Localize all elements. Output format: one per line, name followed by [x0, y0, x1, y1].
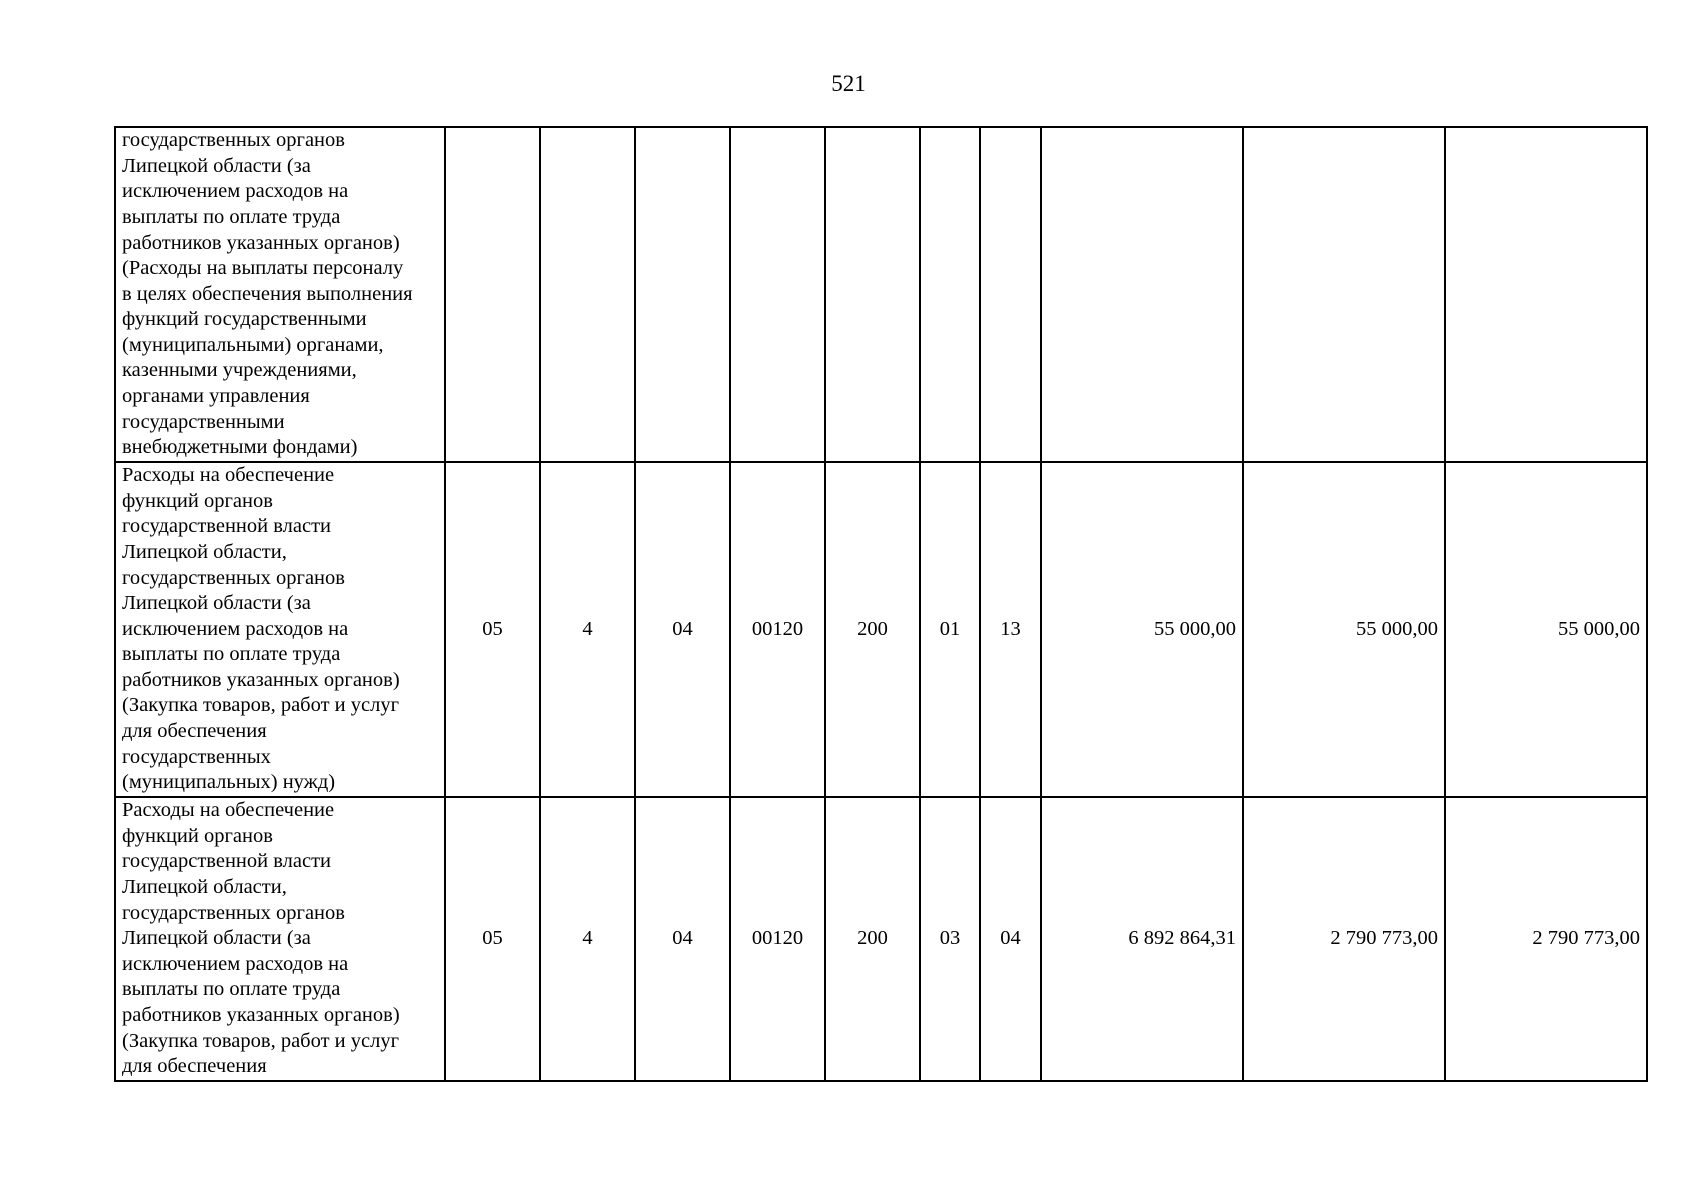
- code-subprogram-cell: 4: [540, 797, 635, 1081]
- code-subsection-cell: [980, 127, 1041, 462]
- row-description-cell: [115, 127, 445, 462]
- budget-table: [114, 126, 1648, 1082]
- code-program-cell: 05: [445, 462, 540, 797]
- code-direction-cell: 00120: [730, 797, 825, 1081]
- amount-year1-cell: [1041, 127, 1243, 462]
- code-section-cell: 03: [920, 797, 980, 1081]
- code-program-cell: [445, 127, 540, 462]
- amount-year3-cell: 55 000,00: [1445, 462, 1647, 797]
- page-number: 521: [831, 71, 866, 96]
- amount-year2-cell: [1243, 127, 1445, 462]
- table-row: [115, 127, 1647, 462]
- table-row: [115, 797, 1647, 1081]
- code-main-event-cell: 04: [635, 797, 730, 1081]
- row-description: государственных органов Липецкой области (за исключением расходов на выплаты по оплате труда работников указанных органов) (Расходы на выплаты персоналу в целях обеспечения выполнения функций государственными (муниципальными) органами, казенными учреждениями, органами управления государственными внебюджетными фондами): [122, 129, 413, 459]
- code-program-cell: 05: [445, 797, 540, 1081]
- amount-year1-cell: 55 000,00: [1041, 462, 1243, 797]
- row-description: Расходы на обеспечение функций органов государственной власти Липецкой области, государственных органов Липецкой области (за исключением расходов на выплаты по оплате труда работников указанных органов) (Закупка товаров, работ и услуг для обеспечения: [122, 799, 400, 1078]
- row-description-cell: [115, 797, 445, 1081]
- table-row: [115, 462, 1647, 797]
- code-subprogram-cell: 4: [540, 462, 635, 797]
- row-description-cell: [115, 462, 445, 797]
- amount-year3-cell: 2 790 773,00: [1445, 797, 1647, 1081]
- code-direction-cell: [730, 127, 825, 462]
- code-section-cell: [920, 127, 980, 462]
- amount-year1-cell: 6 892 864,31: [1041, 797, 1243, 1081]
- row-description: Расходы на обеспечение функций органов государственной власти Липецкой области, государственных органов Липецкой области (за исключением расходов на выплаты по оплате труда работников указанных органов) (Закупка товаров, работ и услуг для обеспечения государственных (муниципальных) нужд): [122, 464, 400, 794]
- amount-year2-cell: 55 000,00: [1243, 462, 1445, 797]
- code-subprogram-cell: [540, 127, 635, 462]
- code-main-event-cell: 04: [635, 462, 730, 797]
- code-expense-type-cell: [825, 127, 920, 462]
- code-expense-type-cell: 200: [825, 797, 920, 1081]
- amount-year3-cell: [1445, 127, 1647, 462]
- code-section-cell: 01: [920, 462, 980, 797]
- code-main-event-cell: [635, 127, 730, 462]
- code-direction-cell: 00120: [730, 462, 825, 797]
- code-subsection-cell: 13: [980, 462, 1041, 797]
- amount-year2-cell: 2 790 773,00: [1243, 797, 1445, 1081]
- code-expense-type-cell: 200: [825, 462, 920, 797]
- code-subsection-cell: 04: [980, 797, 1041, 1081]
